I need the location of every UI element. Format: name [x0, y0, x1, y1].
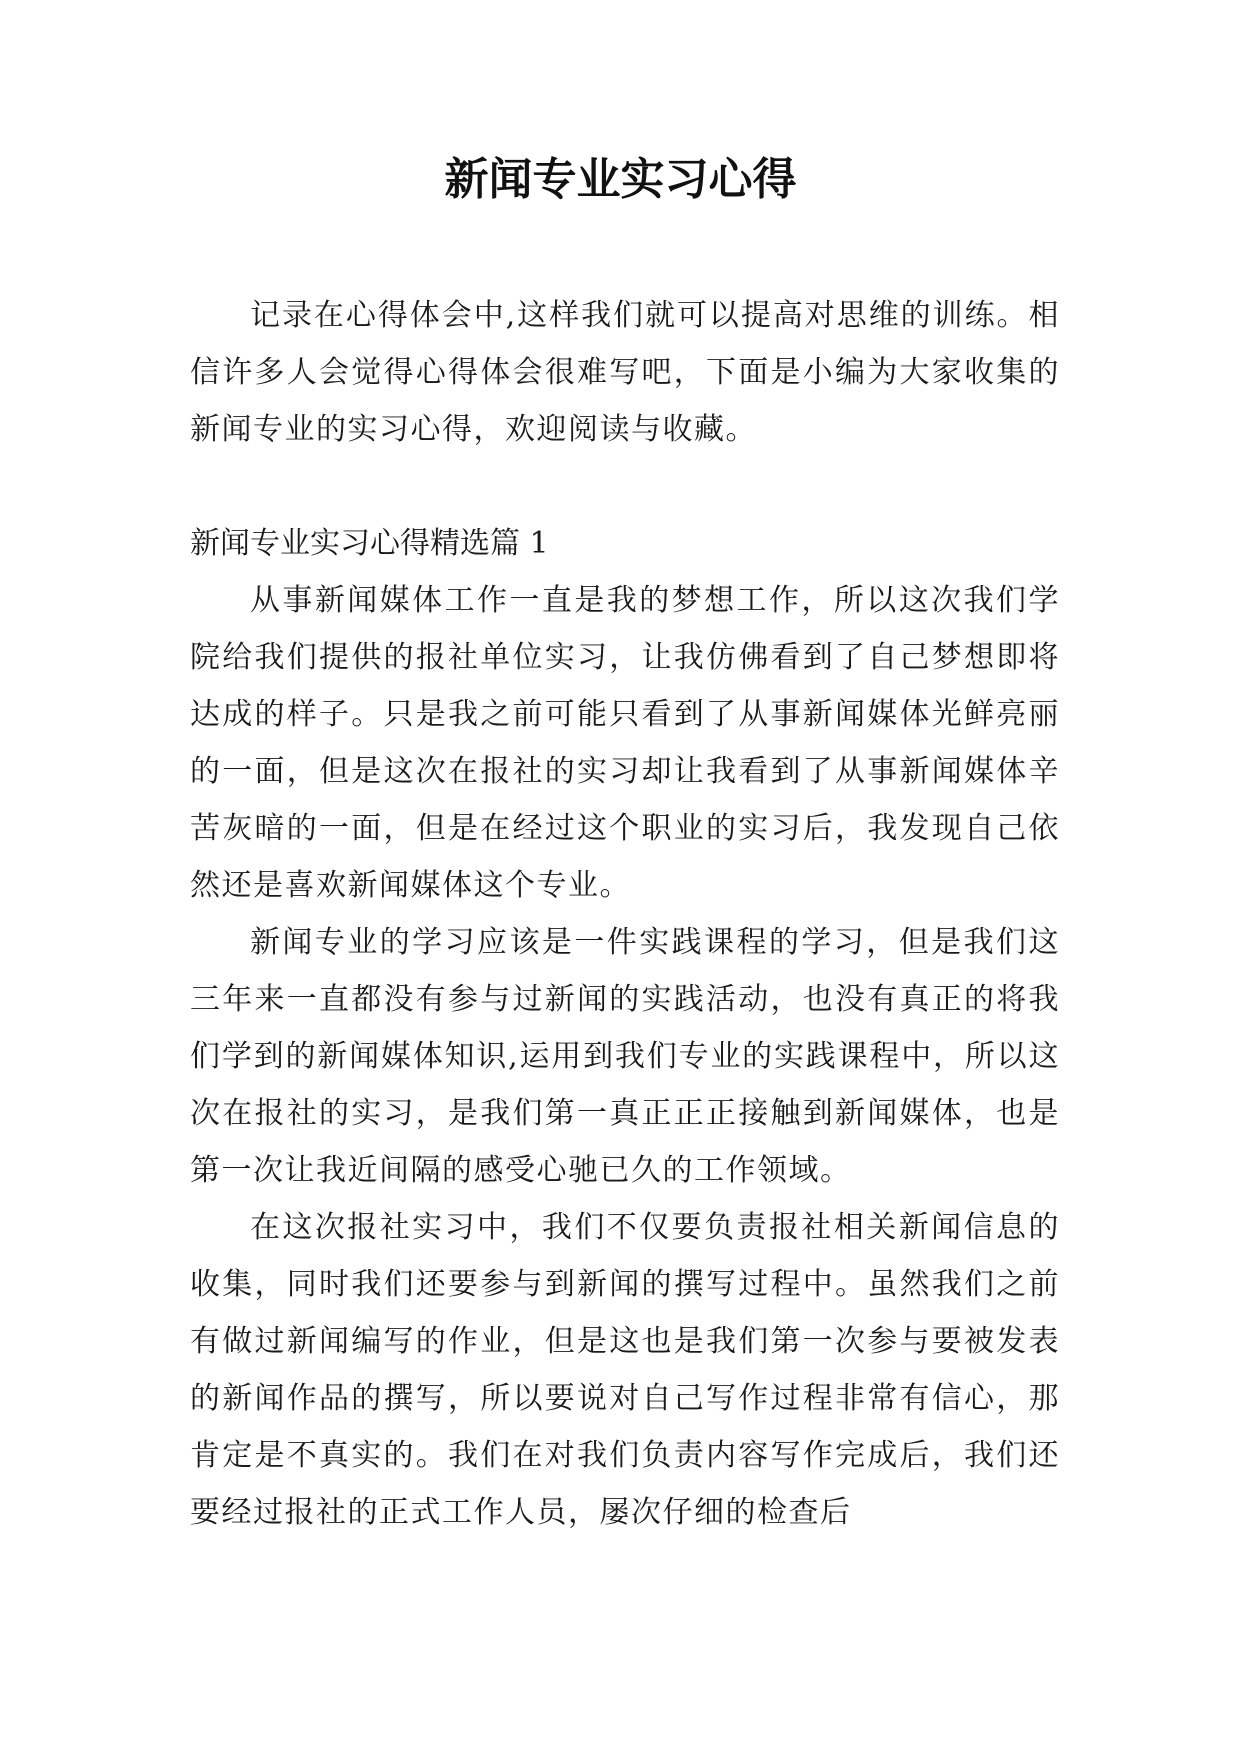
section-heading: 新闻专业实习心得精选篇 1: [190, 526, 549, 561]
document-title: 新闻专业实习心得: [444, 154, 797, 205]
body-paragraph-2: 新闻专业的学习应该是一件实践课程的学习，但是我们这三年来一直都没有参与过新闻的实践活动，也没有真正的将我们学到的新闻媒体知识,运用到我们专业的实践课程中，所以这次在报社的实习，是我们第一真正正正接触到新闻媒体，也是第一次让我近间隔的感受心驰已久的工作领域。: [190, 925, 1060, 1188]
intro-paragraph: 记录在心得体会中,这样我们就可以提高对思维的训练。相信许多人会觉得心得体会很难写吧，下面是小编为大家收集的新闻专业的实习心得，欢迎阅读与收藏。: [190, 298, 1060, 447]
body-paragraph-1: 从事新闻媒体工作一直是我的梦想工作，所以这次我们学院给我们提供的报社单位实习，让我仿佛看到了自己梦想即将达成的样子。只是我之前可能只看到了从事新闻媒体光鲜亮丽的一面，但是这次在报社的实习却让我看到了从事新闻媒体辛苦灰暗的一面，但是在经过这个职业的实习后，我发现自己依然还是喜欢新闻媒体这个专业。: [190, 583, 1060, 903]
document-body: [190, 287, 1060, 1541]
body-paragraph-3: 在这次报社实习中，我们不仅要负责报社相关新闻信息的收集，同时我们还要参与到新闻的撰写过程中。虽然我们之前有做过新闻编写的作业，但是这也是我们第一次参与要被发表的新闻作品的撰写，所以要说对自己写作过程非常有信心，那肯定是不真实的。我们在对我们负责内容写作完成后，我们还要经过报社的正式工作人员，屡次仔细的检查后: [190, 1210, 1060, 1530]
